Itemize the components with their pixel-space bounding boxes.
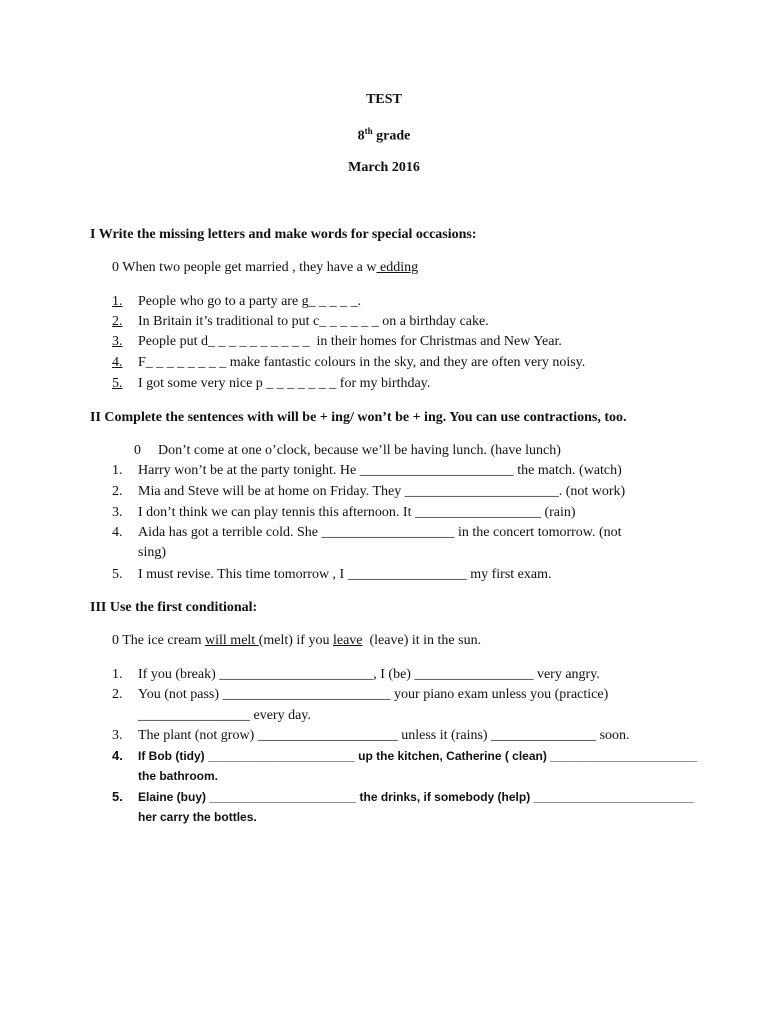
section1-item (112, 333, 562, 351)
item-number: 3. (112, 505, 123, 520)
example-part: 0 The ice cream (112, 633, 206, 648)
item-number: 5. (112, 376, 123, 391)
section2-heading: II Complete the sentences with will be + ing/ won’t be + ing. You can use contractions, too. (90, 410, 627, 425)
example-number: 0 (134, 443, 141, 458)
grade-line (0, 126, 768, 145)
item-text: ________________ every day. (138, 708, 311, 723)
section1-example (112, 259, 418, 277)
section3-item-continued (112, 808, 257, 826)
item-text: If Bob (tidy) ______________________ up the kitchen, Catherine ( clean) ______________________ (138, 749, 698, 763)
item-number: 4. (112, 525, 123, 540)
section2-item (112, 462, 622, 480)
item-text: I must revise. This time tomorrow , I _________________ my first exam. (138, 567, 552, 582)
example-part: (melt) if you (258, 633, 333, 648)
item-number: 3. (112, 728, 123, 743)
grade-number: 8 (357, 128, 365, 144)
grade-word: grade (372, 128, 411, 144)
section1-heading: I Write the missing letters and make words for special occasions: (90, 227, 477, 242)
section2-item (112, 483, 625, 501)
section1-item (112, 375, 430, 393)
item-text: If you (break) ______________________, I (be) _________________ very angry. (138, 667, 600, 682)
test-date: March 2016 (348, 160, 420, 175)
grade-suffix: th (364, 126, 373, 136)
example-text: Don’t come at one o’clock, because we’ll be having lunch. (have lunch) (158, 443, 561, 458)
section2-item (112, 566, 551, 584)
example-part: (leave) it in the sun. (362, 633, 482, 648)
section2-item (112, 524, 622, 542)
item-number: 5. (112, 567, 123, 582)
section3-item (112, 747, 697, 765)
item-text: I got some very nice p _ _ _ _ _ _ _ for my birthday. (138, 376, 431, 391)
section3-item (112, 727, 630, 745)
item-text: People who go to a party are g_ _ _ _ _. (138, 294, 362, 309)
section3-item-continued (112, 767, 218, 785)
item-text: Aida has got a terrible cold. She ___________________ in the concert tomorrow. (not (138, 525, 622, 540)
item-text: her carry the bottles. (138, 810, 257, 824)
section3-item (112, 666, 600, 684)
section1-example-prefix: 0 When two people get married , they have a w (112, 260, 377, 275)
section3-item (112, 788, 694, 806)
section2-item-continued (112, 544, 166, 562)
item-number: 4. (112, 355, 123, 370)
item-number: 3. (112, 334, 123, 349)
section1-example-answer: edding (376, 260, 419, 275)
section3-heading: III Use the first conditional: (90, 600, 258, 615)
item-text: Elaine (buy) ______________________ the drinks, if somebody (help) ________________________ (138, 790, 694, 804)
item-text: F_ _ _ _ _ _ _ _ make fantastic colours in the sky, and they are often very noisy. (138, 355, 586, 370)
item-text: In Britain it’s traditional to put c_ _ _ _ _ _ on a birthday cake. (138, 314, 489, 329)
item-number: 1. (112, 294, 123, 309)
section1-item (112, 293, 361, 311)
item-text: Harry won’t be at the party tonight. He ______________________ the match. (watch) (138, 463, 622, 478)
item-text: the bathroom. (138, 769, 218, 783)
item-number: 4. (112, 748, 123, 763)
page-title: TEST (366, 92, 402, 107)
section2-item (112, 504, 576, 522)
section2-example (134, 442, 561, 460)
item-number: 2. (112, 484, 123, 499)
item-text: I don’t think we can play tennis this afternoon. It __________________ (rain) (138, 505, 576, 520)
section3-item-continued (112, 707, 311, 725)
item-text: The plant (not grow) ____________________ unless it (rains) _______________ soon. (138, 728, 630, 743)
item-number: 1. (112, 667, 123, 682)
example-answer: will melt (205, 633, 259, 648)
item-number: 2. (112, 687, 123, 702)
item-number: 5. (112, 789, 123, 804)
item-number: 2. (112, 314, 123, 329)
item-text: You (not pass) ________________________ your piano exam unless you (practice) (138, 687, 609, 702)
section3-example (112, 632, 481, 650)
item-text: Mia and Steve will be at home on Friday. They ______________________. (not work) (138, 484, 626, 499)
section1-item (112, 354, 585, 372)
section3-item (112, 686, 608, 704)
item-text: People put d_ _ _ _ _ _ _ _ _ _ in their homes for Christmas and New Year. (138, 334, 562, 349)
item-number: 1. (112, 463, 123, 478)
section1-item (112, 313, 489, 331)
item-text: sing) (138, 545, 166, 560)
example-answer: leave (332, 633, 363, 648)
